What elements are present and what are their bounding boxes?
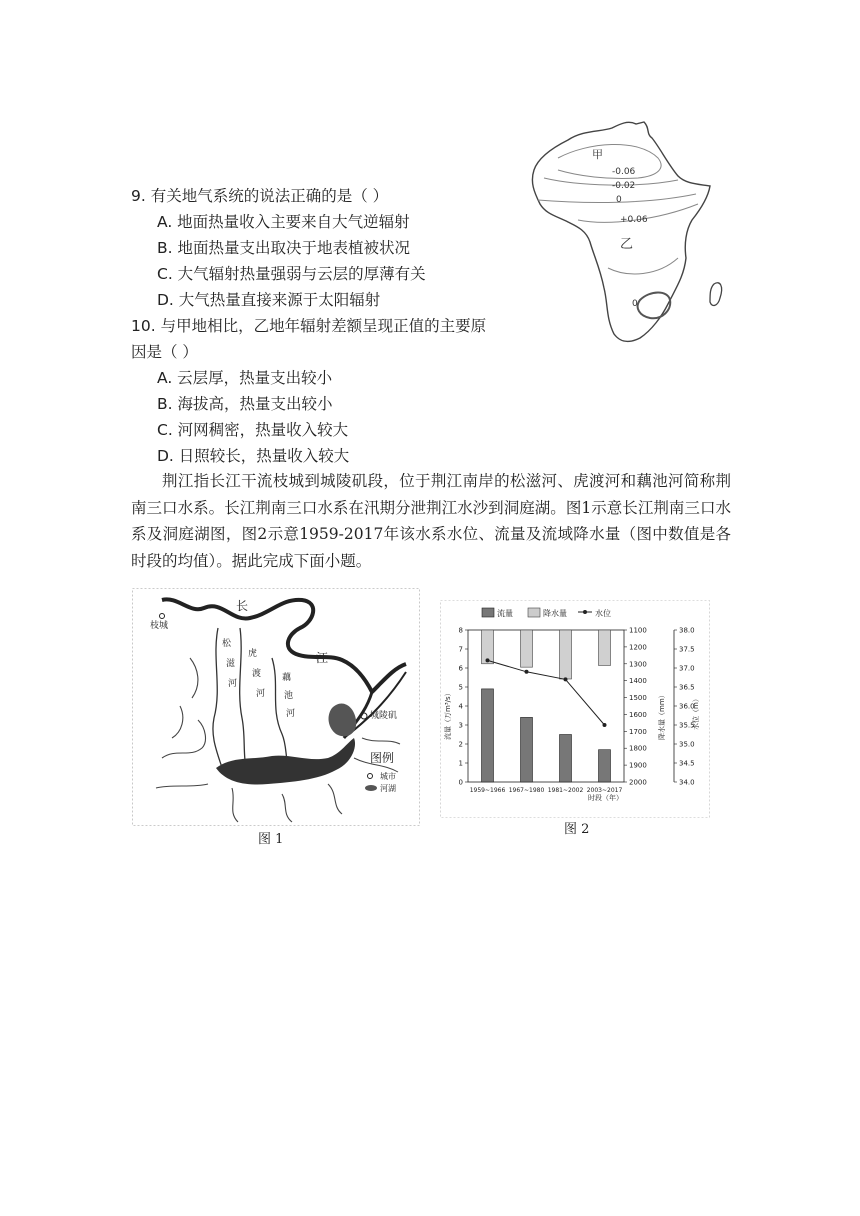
flow-bar <box>482 689 494 782</box>
figure1-caption: 图 1 <box>258 832 284 847</box>
x-axis-title: 时段（年） <box>588 794 623 802</box>
q9-option-a: A. 地面热量收入主要来自大气逆辐射 <box>157 213 410 231</box>
right-tick-label: 36.0 <box>679 702 695 711</box>
isoline-label-plus-006: +0.06 <box>620 215 648 225</box>
legend-level-dot <box>583 610 587 614</box>
q9-option-d: D. 大气热量直接来源于太阳辐射 <box>157 291 381 309</box>
legend-city-label: 城市 <box>380 772 396 781</box>
isoline-zero-south <box>608 258 678 274</box>
legend-precip-swatch <box>528 608 540 617</box>
left-tick-label: 4 <box>458 702 463 711</box>
legend-title: 图例 <box>370 751 395 765</box>
isoline-zero-closed <box>638 293 671 319</box>
legend-city-marker <box>368 774 373 779</box>
left-tick-label: 6 <box>458 664 463 673</box>
mid-tick-label: 1900 <box>629 761 647 770</box>
mid-tick-label: 1800 <box>629 744 647 753</box>
legend-flow-label: 流量 <box>497 609 513 618</box>
category-label: 1959~1966 <box>469 787 506 794</box>
label-hu: 虎 <box>248 649 258 659</box>
right-tick-label: 36.5 <box>679 683 695 692</box>
flow-bar <box>560 735 572 783</box>
precip-bar <box>599 630 611 665</box>
legend-lake-label: 河湖 <box>380 784 396 793</box>
q10-stem-line1: 10. 与甲地相比，乙地年辐射差额呈现正值的主要原 <box>131 317 487 335</box>
isoline-minus-006 <box>558 144 661 178</box>
africa-outline <box>532 122 710 341</box>
mid-tick-label: 1100 <box>629 626 647 635</box>
songzi-river <box>213 628 224 774</box>
label-du: 渡 <box>252 669 262 679</box>
left-tick-label: 5 <box>458 683 463 692</box>
left-tick-label: 2 <box>458 740 463 749</box>
label-zhicheng: 枝城 <box>150 621 169 631</box>
left-tick-label: 3 <box>458 721 463 730</box>
mid-tick-label: 1500 <box>629 694 647 703</box>
mid-tick-label: 1700 <box>629 727 647 736</box>
water-level-point <box>564 677 568 681</box>
axis-mid-title: 降水量（mm） <box>658 691 666 740</box>
flow-bar <box>521 717 533 782</box>
axis-left-title: 流量（万m³/s） <box>444 689 452 740</box>
label-chi: 池 <box>284 691 294 701</box>
water-level-point <box>486 658 490 662</box>
right-tick-label: 35.0 <box>679 740 695 749</box>
southern-tributaries <box>232 784 342 822</box>
precip-bar <box>521 630 533 667</box>
mid-tick-label: 1300 <box>629 660 647 669</box>
hudu-river <box>240 628 248 776</box>
western-tributaries <box>156 658 208 788</box>
label-zi: 滋 <box>226 659 236 669</box>
east-lake <box>329 704 357 737</box>
label-yi: 乙 <box>620 237 634 252</box>
water-level-point <box>603 723 607 727</box>
africa-radiation-map <box>528 118 730 353</box>
label-song: 松 <box>222 639 232 649</box>
left-tick-label: 7 <box>458 645 463 654</box>
reading-passage: 荆江指长江干流枝城到城陵矶段，位于荆江南岸的松滋河、虎渡河和藕池河简称荆南三口水系。长江荆南三口水系在汛期分泄荆江水沙到洞庭湖。图1示意长江荆南三口水系及洞庭湖图，图2示意1959-2017年该水系水位、流量及流域降水量（图中数值是各时段的均值）。据此完成下面小题。 <box>131 472 731 570</box>
figure2-chart <box>440 600 710 818</box>
isoline-label-zero-south: 0 <box>632 299 638 309</box>
label-he3: 河 <box>286 709 296 719</box>
right-tick-label: 35.5 <box>679 721 695 730</box>
category-label: 1967~1980 <box>508 787 545 794</box>
right-tick-label: 34.0 <box>679 778 695 787</box>
right-tick-label: 37.0 <box>679 664 695 673</box>
mid-tick-label: 1600 <box>629 710 647 719</box>
category-label: 1981~2002 <box>547 787 584 794</box>
q9-stem: 9. 有关地气系统的说法正确的是（ ） <box>131 187 389 205</box>
label-jia: 甲 <box>592 148 603 161</box>
figure1-river-map <box>132 588 420 826</box>
figure2-caption: 图 2 <box>564 822 590 837</box>
label-ou: 藕 <box>282 673 292 683</box>
legend-lake-swatch <box>365 785 377 791</box>
axis-right-title: 水位（m） <box>692 695 700 730</box>
q10-option-d: D. 日照较长，热量收入较大 <box>157 447 350 465</box>
mid-tick-label: 1200 <box>629 643 647 652</box>
legend-level-label: 水位 <box>595 609 611 618</box>
label-he2: 河 <box>256 689 266 699</box>
right-tick-label: 34.5 <box>679 759 695 768</box>
left-tick-label: 8 <box>458 626 463 635</box>
label-chang: 长 <box>236 599 249 613</box>
legend-precip-label: 降水量 <box>543 609 567 618</box>
left-tick-label: 0 <box>458 778 463 787</box>
isoline-label-minus-002: -0.02 <box>612 181 636 191</box>
q9-option-c: C. 大气辐射热量强弱与云层的厚薄有关 <box>157 265 426 283</box>
madagascar-outline <box>710 283 722 306</box>
mid-tick-label: 1400 <box>629 677 647 686</box>
precip-bar <box>560 630 572 679</box>
right-tick-label: 37.5 <box>679 645 695 654</box>
label-chenglingji: 城陵矶 <box>370 711 398 721</box>
label-jiang: 江 <box>316 651 329 665</box>
category-label: 2003~2017 <box>586 787 623 794</box>
q10-option-a: A. 云层厚，热量支出较小 <box>157 369 333 387</box>
isoline-label-minus-006: -0.06 <box>612 167 636 177</box>
right-tick-label: 38.0 <box>679 626 695 635</box>
isoline-label-zero: 0 <box>616 195 622 205</box>
water-level-line <box>488 660 605 725</box>
q10-option-c: C. 河网稠密，热量收入较大 <box>157 421 349 439</box>
mid-tick-label: 2000 <box>629 778 647 787</box>
legend-flow-swatch <box>482 608 494 617</box>
isoline-minus-002 <box>544 178 678 185</box>
flow-bar <box>599 750 611 782</box>
water-level-point <box>525 670 529 674</box>
q10-option-b: B. 海拔高，热量支出较小 <box>157 395 333 413</box>
q9-option-b: B. 地面热量支出取决于地表植被状况 <box>157 239 410 257</box>
q10-stem-line2: 因是（ ） <box>131 343 198 361</box>
left-tick-label: 1 <box>458 759 463 768</box>
label-he1: 河 <box>228 679 238 689</box>
city-zhicheng-marker <box>160 614 165 619</box>
figure2-frame <box>441 601 710 818</box>
